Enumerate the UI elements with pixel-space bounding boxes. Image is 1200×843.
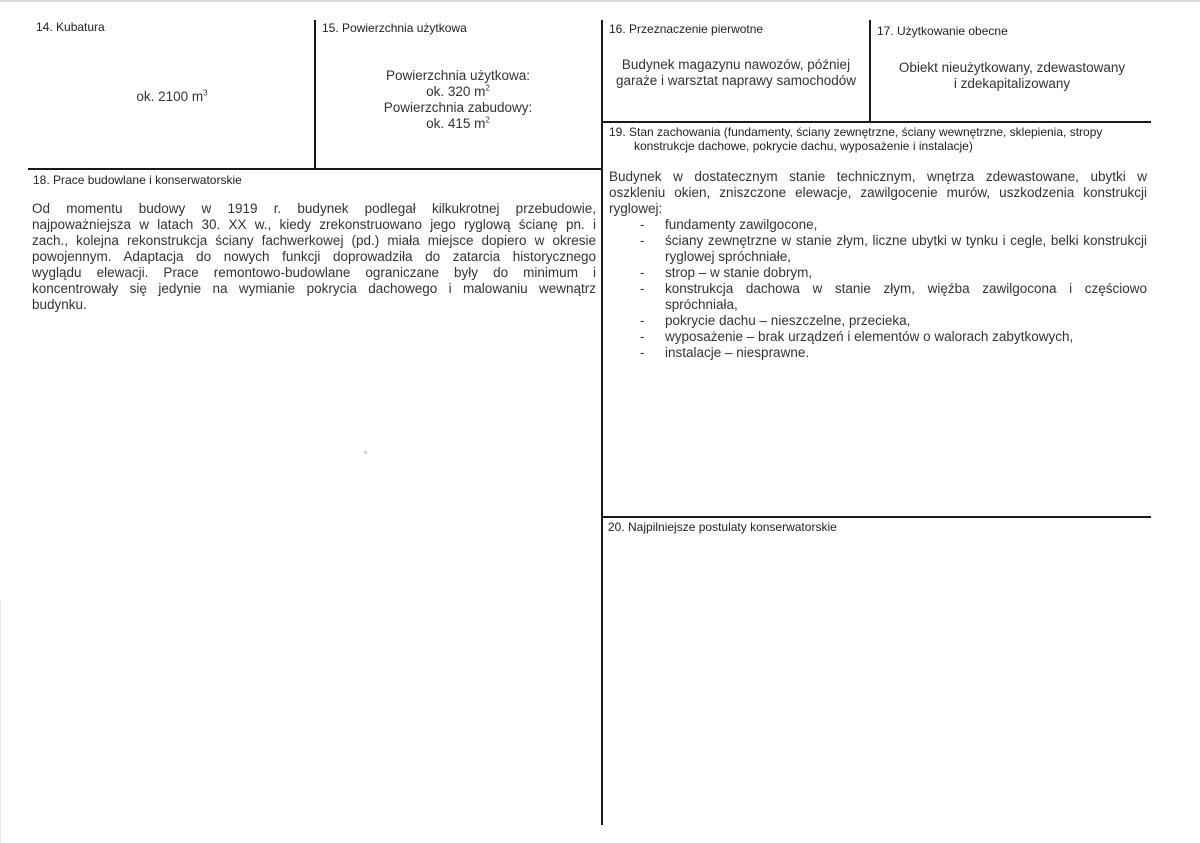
prace-text-line: najpoważniejsza w latach 30. XX w., kiedy zrekonstruowano jego ryglową ścianę pn. i bbox=[32, 217, 596, 232]
powierzchnia-uzytkowa-label: Powierzchnia użytkowa: bbox=[385, 68, 531, 83]
uzytkowanie-label: 17. Użytkowanie obecne bbox=[877, 24, 1008, 38]
kubatura-value bbox=[36, 89, 308, 105]
stan-list-item bbox=[609, 281, 1147, 313]
dash-bullet: - bbox=[640, 281, 645, 296]
dash-bullet: - bbox=[640, 233, 645, 248]
powierzchnia-zabudowy-label: Powierzchnia zabudowy: bbox=[383, 100, 533, 115]
powierzchnia-uzytkowa-value-row bbox=[318, 84, 598, 100]
stan-list bbox=[609, 217, 1147, 361]
powierzchnia-zabudowy-value-row bbox=[318, 116, 598, 132]
dash-bullet: - bbox=[640, 345, 645, 360]
prace-text-line: powojennym. Adaptacja do nowych funkcji doprowadziła do zatarcia historycznego bbox=[32, 249, 596, 264]
stan-list-item-text: pokrycie dachu – nieszczelne, przecieka, bbox=[665, 313, 911, 328]
stan-list-item bbox=[609, 265, 1147, 281]
powierzchnia-values bbox=[318, 68, 598, 132]
dash-bullet: - bbox=[640, 313, 645, 328]
stan-label-line: 19. Stan zachowania (fundamenty, ściany zewnętrzne, ściany wewnętrzne, sklepienia, stropy bbox=[609, 125, 1103, 139]
scan-edge-top bbox=[0, 0, 1200, 2]
stan-intro-line: Budynek w dostatecznym stanie technicznym, wnętrza zdewastowane, ubytki w bbox=[609, 169, 1147, 184]
prace-text-line: wyglądu elewacji. Prace remontowo-budowlane ograniczane były do minimum i bbox=[32, 265, 596, 280]
prace-label: 18. Prace budowlane i konserwatorskie bbox=[33, 173, 242, 187]
przeznaczenie-value-line: Budynek magazynu nawozów, później bbox=[621, 57, 851, 72]
rule-above-prace bbox=[28, 168, 602, 170]
stan-list-item bbox=[609, 329, 1147, 345]
stan-list-item-text: strop – w stanie dobrym, bbox=[665, 265, 813, 280]
powierzchnia-zabudowy-unit-exponent: 2 bbox=[485, 115, 490, 125]
powierzchnia-zabudowy-value: ok. 415 m bbox=[426, 116, 486, 131]
stan-label bbox=[609, 125, 1102, 153]
kubatura-label: 14. Kubatura bbox=[36, 20, 105, 34]
prace-text-line: zach., kolejna rekonstrukcja ściany fachwerkowej (pd.) miała miejsce dopiero w okresie bbox=[32, 233, 596, 248]
prace-text-line: budynku. bbox=[32, 297, 87, 312]
dash-bullet: - bbox=[640, 265, 645, 280]
prace-text-line: Od momentu budowy w 1919 r. budynek podlegał kilkukrotnej przebudowie, bbox=[32, 201, 596, 216]
dash-bullet: - bbox=[640, 329, 645, 344]
rule-above-postulaty bbox=[602, 516, 1151, 518]
stan-list-item bbox=[609, 313, 1147, 329]
stan-list-item-text: fundamenty zawilgocone, bbox=[665, 217, 818, 232]
uzytkowanie-value-line: i zdekapitalizowany bbox=[953, 76, 1071, 91]
przeznaczenie-value-line: garaże i warsztat naprawy samochodów bbox=[615, 73, 857, 88]
dash-bullet: - bbox=[640, 217, 645, 232]
uzytkowanie-value-line: Obiekt nieużytkowany, zdewastowany bbox=[898, 60, 1126, 75]
scan-edge-left bbox=[0, 600, 1, 843]
kubatura-value-unit-exponent: 3 bbox=[203, 88, 208, 98]
prace-text bbox=[32, 201, 596, 313]
stan-list-item bbox=[609, 345, 1147, 361]
scan-speck bbox=[364, 451, 367, 454]
stan-text bbox=[609, 169, 1147, 361]
przeznaczenie-value bbox=[604, 57, 868, 89]
kubatura-value-text: ok. 2100 m bbox=[136, 89, 204, 104]
divider-left-right bbox=[601, 20, 603, 825]
stan-list-item bbox=[609, 217, 1147, 233]
przeznaczenie-label: 16. Przeznaczenie pierwotne bbox=[609, 22, 764, 36]
stan-list-item-text: instalacje – niesprawne. bbox=[665, 345, 810, 360]
rule-above-stan bbox=[602, 121, 1151, 123]
prace-text-line: koncentrowały się jedynie na wymianie pokrycia dachowego i malowaniu wewnątrz bbox=[32, 281, 596, 296]
powierzchnia-uzytkowa-value: ok. 320 m bbox=[426, 84, 486, 99]
stan-list-item-text: wyposażenie – brak urządzeń i elementów o walorach zabytkowych, bbox=[665, 329, 1074, 344]
stan-intro-line: oszkleniu okien, zniszczone elewacje, zawilgocenie murów, uszkodzenia konstrukcji bbox=[609, 185, 1147, 200]
stan-list-item-text: konstrukcja dachowa w stanie złym, więźba zawilgocona i częściowo spróchniała, bbox=[665, 281, 1147, 312]
stan-list-item bbox=[609, 233, 1147, 265]
powierzchnia-uzytkowa-unit-exponent: 2 bbox=[485, 83, 490, 93]
stan-intro-line: ryglowej: bbox=[609, 201, 663, 216]
divider-przeznaczenie-uzytkowanie bbox=[869, 20, 871, 121]
uzytkowanie-value bbox=[873, 60, 1151, 92]
powierzchnia-label: 15. Powierzchnia użytkowa bbox=[322, 21, 467, 35]
postulaty-label: 20. Najpilniejsze postulaty konserwatorskie bbox=[608, 520, 837, 534]
stan-label-line: konstrukcje dachowe, pokrycie dachu, wyposażenie i instalacje) bbox=[634, 139, 973, 153]
stan-list-item-text: ściany zewnętrzne w stanie złym, liczne ubytki w tynku i cegle, belki konstrukcji ryglowej spróchniałe, bbox=[665, 233, 1147, 264]
divider-kubatura-powierzchnia bbox=[314, 20, 316, 170]
